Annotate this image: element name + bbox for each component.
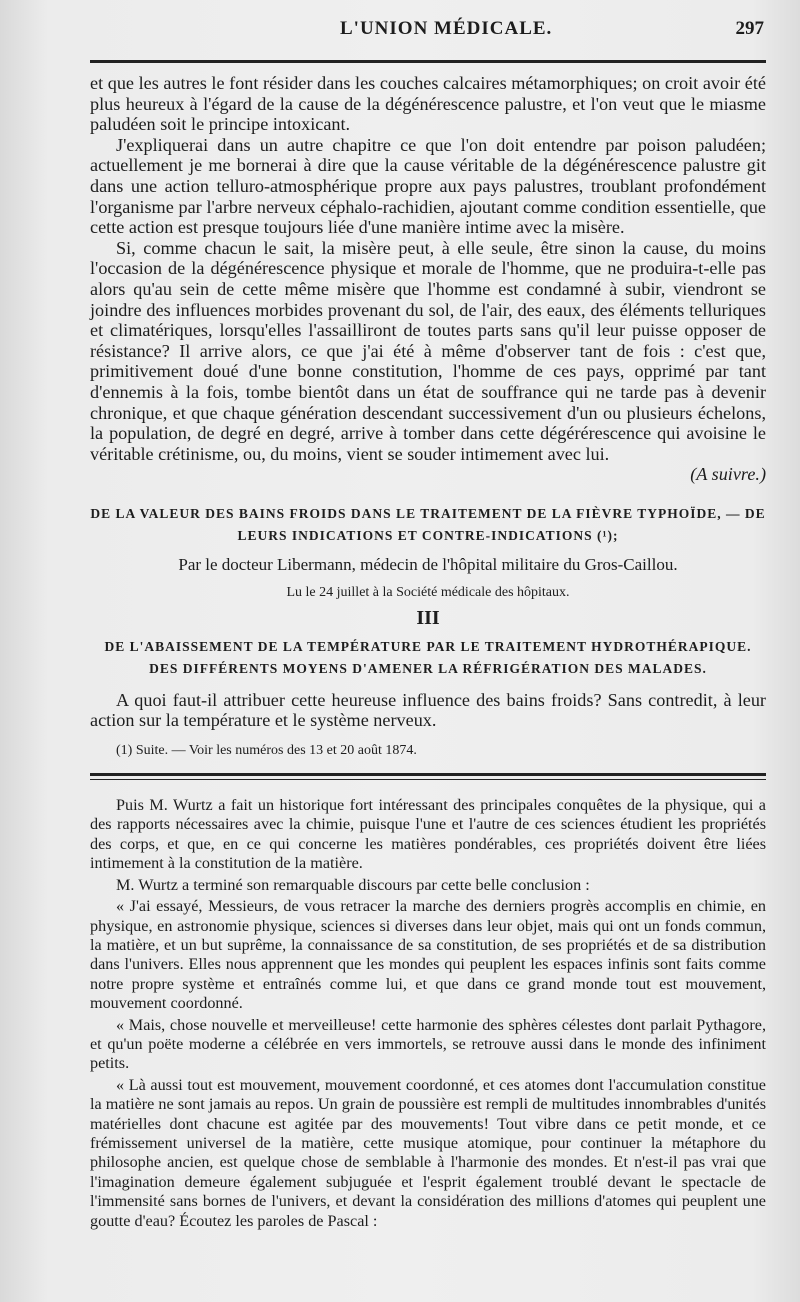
new-article	[90, 503, 766, 759]
paragraph: « Mais, chose nouvelle et merveilleuse! cette harmonie des sphères célestes dont parlait Pythagore, et qu'un poëte moderne a célébrée en vers immortels, se retrouve aussi dans le monde des infiniment petits.	[90, 1015, 766, 1073]
article-title: DE LA VALEUR DES BAINS FROIDS DANS LE TRAITEMENT DE LA FIÈVRE TYPHOÏDE, — DE LEURS INDICATIONS ET CONTRE-INDICATIONS (¹);	[90, 505, 766, 543]
page-number: 297	[735, 18, 764, 39]
section-divider	[90, 773, 766, 780]
paragraph: « J'ai essayé, Messieurs, de vous retracer la marche des derniers progrès accomplis en chimie, en physique, en astronomie physique, sciences si diverses dans leur objet, mais qui ont un fonds commun, la matière, et un but suprême, la connaissance de sa constitution, de ses propriétés et de sa distribution dans l'univers. Elles nous apprennent que les mondes qui peuplent les espaces infinis sont faits comme notre propre système et entraînés comme lui, et que dans ce grand monde tout est mouvement, mouvement coordonné.	[90, 897, 766, 1013]
paragraph: « Là aussi tout est mouvement, mouvement coordonné, et ces atomes dont l'accumulation constitue la matière ne sont jamais au repos. Un grain de poussière est rempli de multitudes innombrables d'unités matérielles dont chacune est agitée par des mouvements! Tout vibre dans ce petit monde, et ce frémissement universel de la matière, cette musique atomique, pour continuer la métaphore du philosophe ancien, est quelque chose de semblable à l'harmonie des mondes. Et n'est-il pas vrai que l'imagination demeure également subjuguée et l'esprit également troublé devant le spectacle de l'immensité sans bornes de l'univers, et devant la considération des millions d'atomes qui peuplent une goutte d'eau? Écoutez les paroles de Pascal :	[90, 1075, 766, 1230]
paragraph: Si, comme chacun le sait, la misère peut, à elle seule, être sinon la cause, du moins l'occasion de la dégénérescence physique et morale de l'homme, que ne produira-t-elle pas alors qu'au sein de cette même misère que l'homme est condamné à subir, viendront se joindre des influences morbides provenant du sol, de l'air, des eaux, des éléments telluriques et climatériques, lorsqu'elles l'assailliront de toutes parts sans qu'il leur puisse opposer de résistance? Il arrive alors, ce que j'ai été à même d'observer tant de fois : c'est que, primitivement doué d'une bonne constitution, l'homme de ces pays, opprimé par tant d'ennemis à la fois, tombe bientôt dans un état de souffrance qui ne tarde pas à devenir chronique, et que chaque génération descendant successivement d'un ou plusieurs échelons, la population, de degré en degré, arrive à tomber dans cette dégérérescence qui avoisine le véritable crétinisme, ou, du moins, vient se souder intimement avec lui.	[90, 237, 766, 464]
continued-article	[90, 73, 766, 485]
section-number: III	[416, 606, 440, 629]
footnote: (1) Suite. — Voir les numéros des 13 et 20 août 1874.	[116, 743, 417, 759]
header-rule	[90, 60, 766, 63]
paragraph: A quoi faut-il attribuer cette heureuse influence des bains froids? Sans contredit, à leur action sur la température et le système nerveux.	[90, 689, 766, 731]
to-be-continued: (A suivre.)	[690, 464, 766, 485]
running-title: L'UNION MÉDICALE.	[340, 18, 553, 39]
session-note: Lu le 24 juillet à la Société médicale des hôpitaux.	[286, 584, 570, 600]
paragraph: M. Wurtz a terminé son remarquable discours par cette belle conclusion :	[116, 875, 590, 894]
page-header	[90, 18, 766, 48]
feuilleton-article	[90, 796, 766, 1231]
section-subtitle: DE L'ABAISSEMENT DE LA TEMPÉRATURE PAR LE TRAITEMENT HYDROTHÉRAPIQUE. DES DIFFÉRENTS MOYENS D'AMENER LA RÉFRIGÉRATION DES MALADES.	[104, 638, 752, 676]
paragraph: J'expliquerai dans un autre chapitre ce que l'on doit entendre par poison paludéen; actuellement je me bornerai à dire que la cause véritable de la dégénérescence palustre git dans une action telluro-atmosphérique propre aux pays palustres, troublant profondément l'organisme par l'arbre nerveux céphalo-rachidien, ajoutant comme condition essentielle, que cette action est presque toujours liée d'une manière intime avec la misère.	[90, 134, 766, 238]
paragraph: Puis M. Wurtz a fait un historique fort intéressant des principales conquêtes de la physique, qui a des rapports nécessaires avec la chimie, puisque l'une et l'autre de ces sciences étudient les propriétés des corps, et que, en ce qui concerne les matières pondérables, ces propriétés doivent être liées intimement à la constitution de la matière.	[90, 796, 766, 873]
paragraph: et que les autres le font résider dans les couches calcaires métamorphiques; on croit avoir été plus heureux à l'égard de la cause de la dégénérescence palustre, et l'on veut que le miasme paludéen soit le principe intoxicant.	[90, 73, 766, 135]
article-byline: Par le docteur Libermann, médecin de l'hôpital militaire du Gros-Caillou.	[178, 554, 678, 574]
